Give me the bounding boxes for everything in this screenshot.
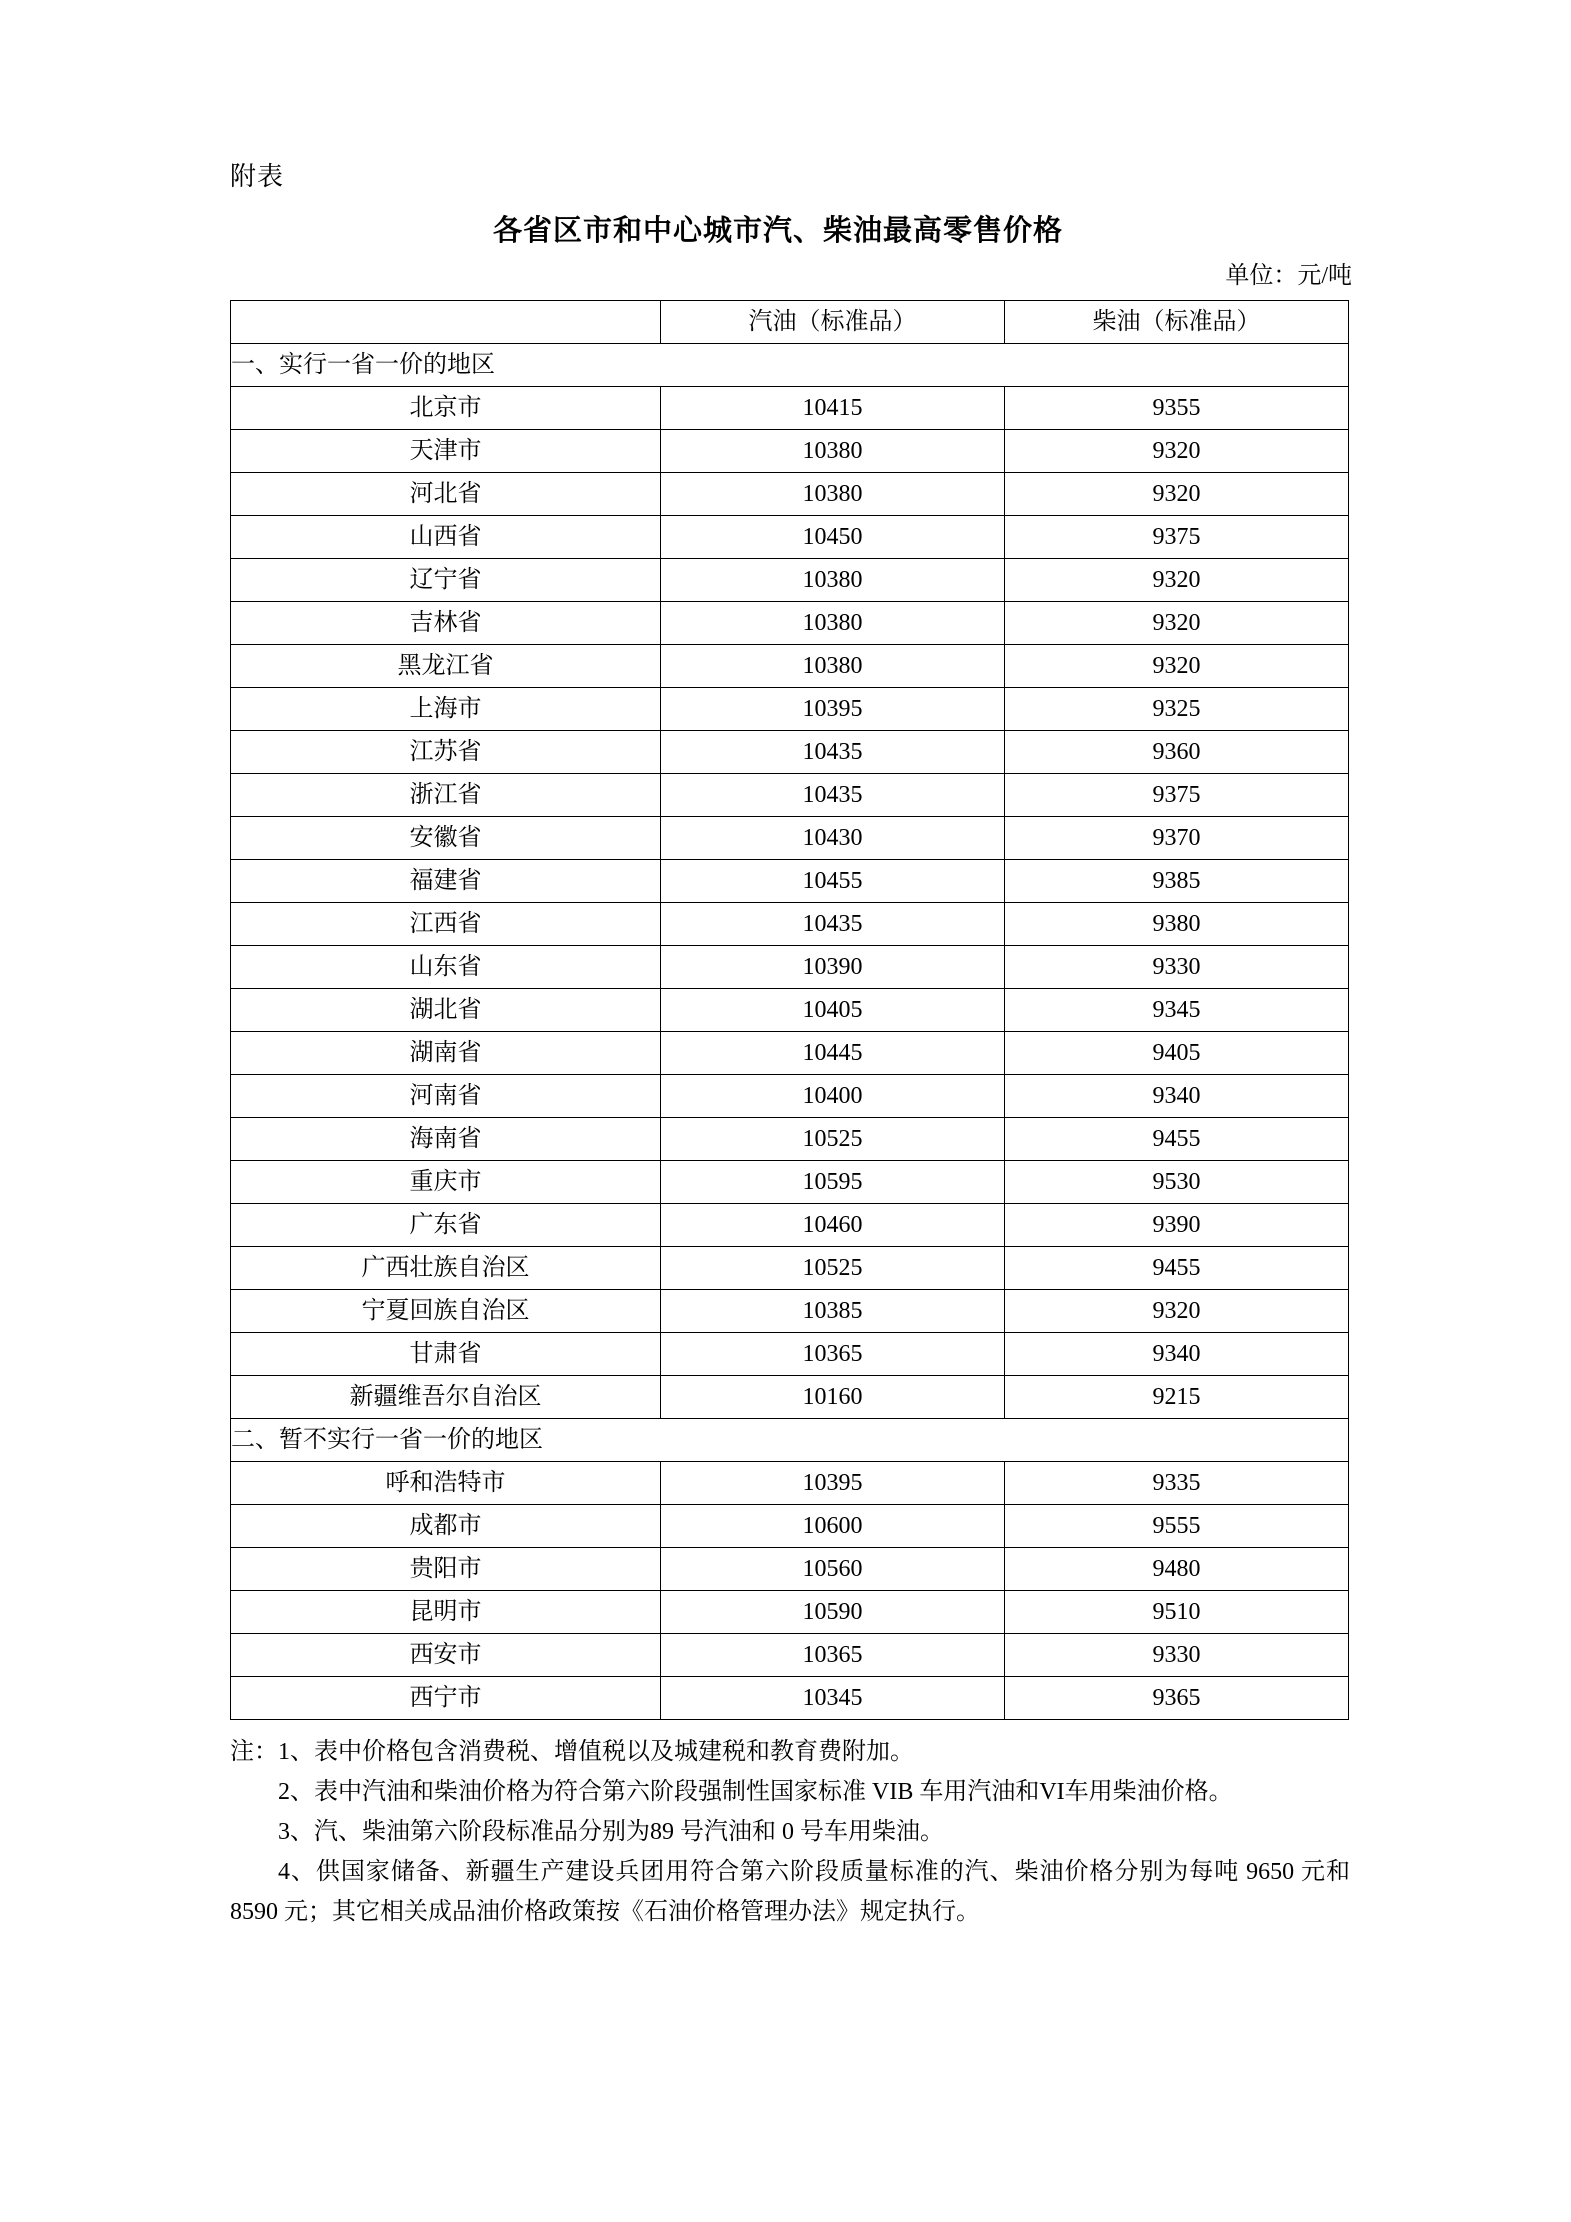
row-gasoline: 10395 xyxy=(661,1462,1005,1505)
row-region: 西安市 xyxy=(231,1634,661,1677)
row-region: 河南省 xyxy=(231,1075,661,1118)
row-gasoline: 10525 xyxy=(661,1118,1005,1161)
note-3: 3、汽、柴油第六阶段标准品分别为89 号汽油和 0 号车用柴油。 xyxy=(278,1819,944,1845)
row-gasoline: 10450 xyxy=(661,516,1005,559)
row-gasoline: 10460 xyxy=(661,1204,1005,1247)
table-row xyxy=(231,731,1349,774)
table-row xyxy=(231,1075,1349,1118)
row-diesel: 9365 xyxy=(1005,1677,1349,1720)
table-row xyxy=(231,1161,1349,1204)
note-4: 4、供国家储备、新疆生产建设兵团用符合第六阶段质量标准的汽、柴油价格分别为每吨 9650 元和 8590 元；其它相关成品油价格政策按《石油价格管理办法》规定执行。 xyxy=(230,1859,1350,1925)
row-gasoline: 10390 xyxy=(661,946,1005,989)
table-row xyxy=(231,602,1349,645)
row-diesel: 9480 xyxy=(1005,1548,1349,1591)
row-gasoline: 10415 xyxy=(661,387,1005,430)
row-diesel: 9385 xyxy=(1005,860,1349,903)
row-diesel: 9360 xyxy=(1005,731,1349,774)
row-gasoline: 10365 xyxy=(661,1634,1005,1677)
table-row xyxy=(231,860,1349,903)
section-title: 一、实行一省一价的地区 xyxy=(231,344,1349,387)
table-row xyxy=(231,1032,1349,1075)
page-title: 各省区市和中心城市汽、柴油最高零售价格 xyxy=(492,215,1063,247)
header-gasoline: 汽油（标准品） xyxy=(661,301,1005,344)
row-gasoline: 10435 xyxy=(661,903,1005,946)
table-row xyxy=(231,688,1349,731)
row-gasoline: 10380 xyxy=(661,430,1005,473)
table-row xyxy=(231,559,1349,602)
price-table xyxy=(230,300,1349,1720)
row-gasoline: 10455 xyxy=(661,860,1005,903)
row-diesel: 9320 xyxy=(1005,602,1349,645)
note-1: 注：1、表中价格包含消费税、增值税以及城建税和教育费附加。 xyxy=(230,1739,914,1765)
table-row xyxy=(231,1634,1349,1677)
header-diesel: 柴油（标准品） xyxy=(1005,301,1349,344)
row-diesel: 9325 xyxy=(1005,688,1349,731)
row-gasoline: 10405 xyxy=(661,989,1005,1032)
row-gasoline: 10600 xyxy=(661,1505,1005,1548)
row-diesel: 9355 xyxy=(1005,387,1349,430)
note-2: 2、表中汽油和柴油价格为符合第六阶段强制性国家标准 VIB 车用汽油和VI车用柴油价格。 xyxy=(278,1779,1233,1805)
row-region: 呼和浩特市 xyxy=(231,1462,661,1505)
row-diesel: 9345 xyxy=(1005,989,1349,1032)
table-row xyxy=(231,817,1349,860)
table-row xyxy=(231,1247,1349,1290)
table-row xyxy=(231,1204,1349,1247)
notes-block xyxy=(230,1732,1350,1932)
row-diesel: 9320 xyxy=(1005,645,1349,688)
row-gasoline: 10560 xyxy=(661,1548,1005,1591)
table-row xyxy=(231,1290,1349,1333)
section-title: 二、暂不实行一省一价的地区 xyxy=(231,1419,1349,1462)
row-gasoline: 10160 xyxy=(661,1376,1005,1419)
row-diesel: 9405 xyxy=(1005,1032,1349,1075)
row-region: 成都市 xyxy=(231,1505,661,1548)
row-diesel: 9320 xyxy=(1005,1290,1349,1333)
unit-note: 单位：元/吨 xyxy=(1225,263,1352,289)
table-row xyxy=(231,946,1349,989)
row-region: 安徽省 xyxy=(231,817,661,860)
row-diesel: 9375 xyxy=(1005,774,1349,817)
row-region: 黑龙江省 xyxy=(231,645,661,688)
row-region: 福建省 xyxy=(231,860,661,903)
table-row xyxy=(231,1548,1349,1591)
row-gasoline: 10590 xyxy=(661,1591,1005,1634)
row-region: 海南省 xyxy=(231,1118,661,1161)
row-region: 湖南省 xyxy=(231,1032,661,1075)
table-row xyxy=(231,387,1349,430)
row-region: 新疆维吾尔自治区 xyxy=(231,1376,661,1419)
row-gasoline: 10380 xyxy=(661,645,1005,688)
table-body xyxy=(231,301,1349,1720)
section-row xyxy=(231,344,1349,387)
table-row xyxy=(231,903,1349,946)
row-gasoline: 10385 xyxy=(661,1290,1005,1333)
row-gasoline: 10380 xyxy=(661,602,1005,645)
row-diesel: 9320 xyxy=(1005,559,1349,602)
row-gasoline: 10435 xyxy=(661,731,1005,774)
header-region xyxy=(231,301,661,344)
row-region: 昆明市 xyxy=(231,1591,661,1634)
row-region: 重庆市 xyxy=(231,1161,661,1204)
row-gasoline: 10395 xyxy=(661,688,1005,731)
row-diesel: 9320 xyxy=(1005,430,1349,473)
row-gasoline: 10430 xyxy=(661,817,1005,860)
row-region: 天津市 xyxy=(231,430,661,473)
table-header-row xyxy=(231,301,1349,344)
row-region: 甘肃省 xyxy=(231,1333,661,1376)
table-row xyxy=(231,1333,1349,1376)
row-region: 贵阳市 xyxy=(231,1548,661,1591)
row-region: 浙江省 xyxy=(231,774,661,817)
row-region: 山西省 xyxy=(231,516,661,559)
row-diesel: 9330 xyxy=(1005,946,1349,989)
table-row xyxy=(231,1591,1349,1634)
row-gasoline: 10595 xyxy=(661,1161,1005,1204)
row-gasoline: 10400 xyxy=(661,1075,1005,1118)
row-gasoline: 10380 xyxy=(661,473,1005,516)
row-gasoline: 10435 xyxy=(661,774,1005,817)
row-diesel: 9455 xyxy=(1005,1118,1349,1161)
row-diesel: 9330 xyxy=(1005,1634,1349,1677)
attachment-label: 附表 xyxy=(230,162,285,191)
row-gasoline: 10365 xyxy=(661,1333,1005,1376)
row-region: 广西壮族自治区 xyxy=(231,1247,661,1290)
row-region: 宁夏回族自治区 xyxy=(231,1290,661,1333)
row-diesel: 9215 xyxy=(1005,1376,1349,1419)
row-gasoline: 10525 xyxy=(661,1247,1005,1290)
table-row xyxy=(231,473,1349,516)
row-region: 广东省 xyxy=(231,1204,661,1247)
table-row xyxy=(231,516,1349,559)
row-diesel: 9340 xyxy=(1005,1333,1349,1376)
table-row xyxy=(231,1376,1349,1419)
table-row xyxy=(231,1462,1349,1505)
row-diesel: 9340 xyxy=(1005,1075,1349,1118)
row-diesel: 9510 xyxy=(1005,1591,1349,1634)
row-region: 江西省 xyxy=(231,903,661,946)
row-diesel: 9455 xyxy=(1005,1247,1349,1290)
row-diesel: 9370 xyxy=(1005,817,1349,860)
table-row xyxy=(231,430,1349,473)
section-row xyxy=(231,1419,1349,1462)
row-gasoline: 10345 xyxy=(661,1677,1005,1720)
row-region: 上海市 xyxy=(231,688,661,731)
row-diesel: 9375 xyxy=(1005,516,1349,559)
row-gasoline: 10380 xyxy=(661,559,1005,602)
row-region: 吉林省 xyxy=(231,602,661,645)
table-row xyxy=(231,774,1349,817)
row-region: 湖北省 xyxy=(231,989,661,1032)
row-region: 西宁市 xyxy=(231,1677,661,1720)
row-region: 辽宁省 xyxy=(231,559,661,602)
row-diesel: 9530 xyxy=(1005,1161,1349,1204)
row-region: 北京市 xyxy=(231,387,661,430)
row-diesel: 9335 xyxy=(1005,1462,1349,1505)
table-row xyxy=(231,1118,1349,1161)
row-diesel: 9390 xyxy=(1005,1204,1349,1247)
row-diesel: 9555 xyxy=(1005,1505,1349,1548)
row-diesel: 9380 xyxy=(1005,903,1349,946)
row-gasoline: 10445 xyxy=(661,1032,1005,1075)
row-diesel: 9320 xyxy=(1005,473,1349,516)
row-region: 江苏省 xyxy=(231,731,661,774)
row-region: 山东省 xyxy=(231,946,661,989)
table-row xyxy=(231,1505,1349,1548)
table-row xyxy=(231,1677,1349,1720)
table-row xyxy=(231,645,1349,688)
row-region: 河北省 xyxy=(231,473,661,516)
table-row xyxy=(231,989,1349,1032)
